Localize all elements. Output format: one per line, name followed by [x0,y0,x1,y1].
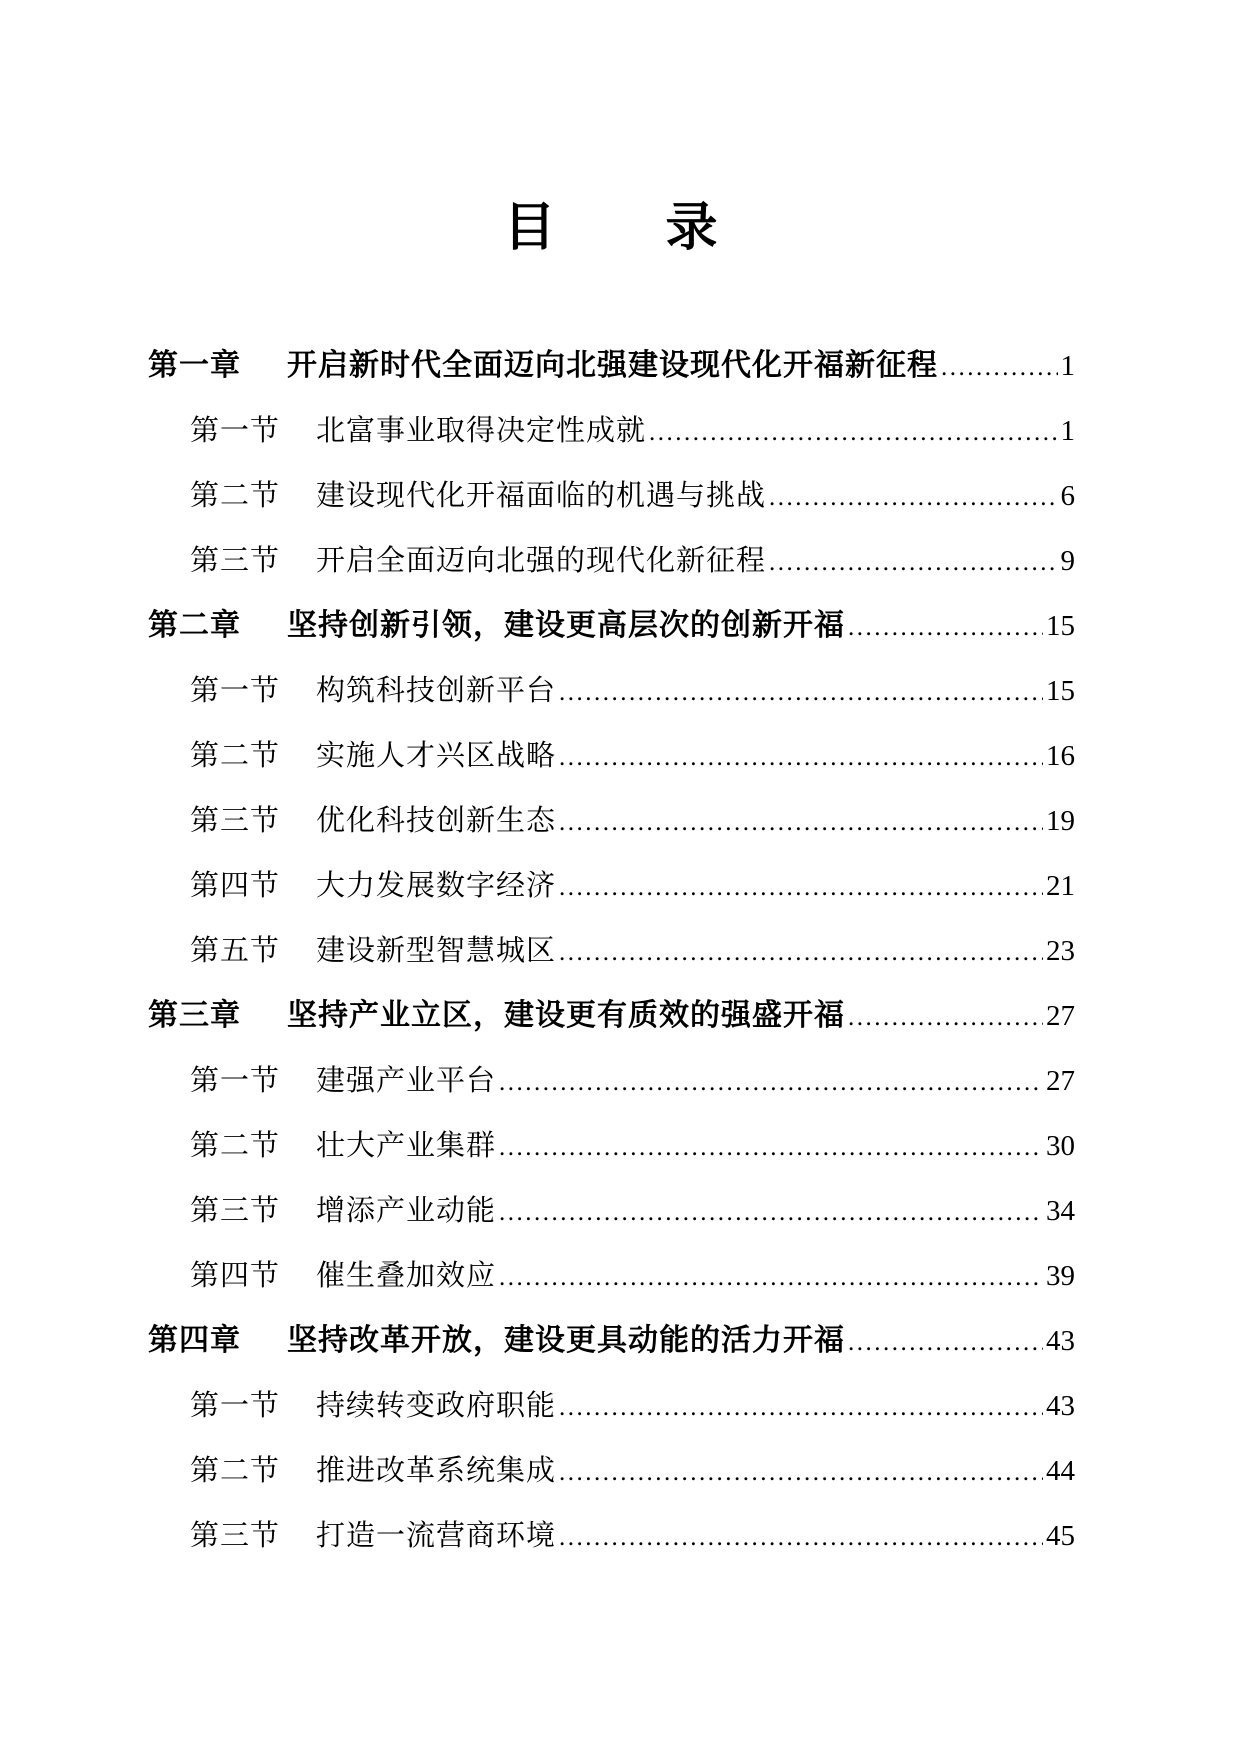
entry-title: 壮大产业集群 [316,1130,497,1162]
leader-dots [769,546,1057,580]
entry-title: 推进改革系统集成 [316,1455,557,1487]
entry-title: 打造一流营商环境 [316,1520,557,1552]
leader-dots [848,1001,1043,1035]
entry-label: 第三章 [148,999,241,1032]
leader-dots [559,871,1043,905]
entry-page-number: 27 [1046,1065,1075,1097]
entry-label: 第三节 [190,805,281,837]
entry-label: 第五节 [190,935,281,967]
entry-page-number: 1 [1060,350,1075,382]
entry-page-number: 44 [1046,1455,1075,1487]
entry-page-number: 39 [1046,1260,1075,1292]
leader-dots [941,351,1058,385]
entry-page-number: 15 [1046,610,1075,642]
toc-entry [148,869,1075,905]
entry-page-number: 16 [1046,740,1075,772]
leader-dots [499,1196,1043,1230]
toc-entry [148,1324,1075,1360]
leader-dots [499,1261,1043,1295]
entry-page-number: 43 [1046,1325,1075,1357]
leader-dots [769,481,1057,515]
toc-entry [148,609,1075,645]
entry-label: 第一节 [190,415,281,447]
leader-dots [848,1326,1043,1360]
entry-title: 坚持产业立区，建设更有质效的强盛开福 [287,999,845,1032]
entry-title: 构筑科技创新平台 [316,675,557,707]
entry-label: 第一章 [148,349,241,382]
toc-entry [148,934,1075,970]
leader-dots [559,806,1043,840]
entry-label: 第三节 [190,1520,281,1552]
toc-entry [148,479,1075,515]
toc-entry [148,739,1075,775]
page-title: 目 录 [503,200,720,257]
entry-label: 第四节 [190,1260,281,1292]
entry-page-number: 23 [1046,935,1075,967]
entry-title: 增添产业动能 [316,1195,497,1227]
entry-label: 第四章 [148,1324,241,1357]
leader-dots [559,676,1043,710]
entry-page-number: 21 [1046,870,1075,902]
entry-label: 第三节 [190,545,281,577]
entry-page-number: 15 [1046,675,1075,707]
toc-entry [148,1064,1075,1100]
toc-entry [148,414,1075,450]
entry-title: 坚持创新引领，建设更高层次的创新开福 [287,609,845,642]
leader-dots [559,1391,1043,1425]
entry-page-number: 30 [1046,1130,1075,1162]
entry-page-number: 27 [1046,1000,1075,1032]
toc-entry [148,544,1075,580]
toc-entry [148,1129,1075,1165]
entry-label: 第二节 [190,480,281,512]
entry-page-number: 6 [1060,480,1075,512]
toc-entry [148,349,1075,385]
entry-title: 建设现代化开福面临的机遇与挑战 [316,480,767,512]
entry-label: 第一节 [190,675,281,707]
entry-label: 第一节 [190,1390,281,1422]
leader-dots [649,416,1057,450]
entry-title: 北富事业取得决定性成就 [316,415,647,447]
entry-title: 优化科技创新生态 [316,805,557,837]
entry-label: 第二节 [190,1455,281,1487]
leader-dots [559,741,1043,775]
leader-dots [499,1131,1043,1165]
entry-page-number: 34 [1046,1195,1075,1227]
toc-entry [148,804,1075,840]
entry-title: 大力发展数字经济 [316,870,557,902]
leader-dots [559,1456,1043,1490]
entry-page-number: 19 [1046,805,1075,837]
toc-entry [148,1454,1075,1490]
entry-title: 建强产业平台 [316,1065,497,1097]
toc-list [148,349,1075,1555]
entry-page-number: 45 [1046,1520,1075,1552]
entry-label: 第一节 [190,1065,281,1097]
entry-title: 催生叠加效应 [316,1260,497,1292]
entry-title: 持续转变政府职能 [316,1390,557,1422]
entry-title: 坚持改革开放，建设更具动能的活力开福 [287,1324,845,1357]
toc-entry [148,1519,1075,1555]
entry-title: 开启全面迈向北强的现代化新征程 [316,545,767,577]
entry-page-number: 43 [1046,1390,1075,1422]
entry-title: 建设新型智慧城区 [316,935,557,967]
entry-label: 第三节 [190,1195,281,1227]
toc-entry [148,674,1075,710]
entry-page-number: 9 [1060,545,1075,577]
toc-entry [148,999,1075,1035]
entry-label: 第二节 [190,1130,281,1162]
leader-dots [559,936,1043,970]
toc-entry [148,1389,1075,1425]
leader-dots [848,611,1043,645]
entry-title: 实施人才兴区战略 [316,740,557,772]
leader-dots [559,1521,1043,1555]
toc-entry [148,1259,1075,1295]
entry-label: 第四节 [190,870,281,902]
leader-dots [499,1066,1043,1100]
entry-label: 第二章 [148,609,241,642]
toc-entry [148,1194,1075,1230]
entry-title: 开启新时代全面迈向北强建设现代化开福新征程 [287,349,938,382]
entry-page-number: 1 [1060,415,1075,447]
entry-label: 第二节 [190,740,281,772]
